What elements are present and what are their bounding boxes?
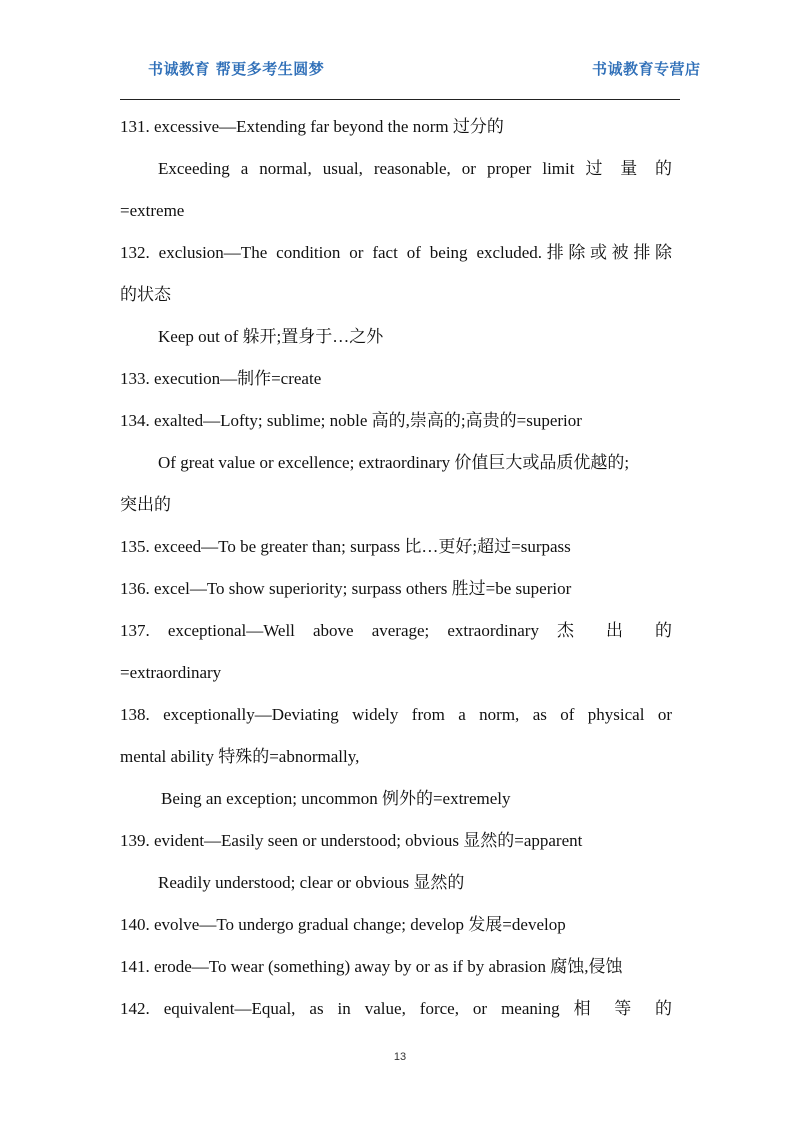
document-body	[120, 106, 672, 1030]
text-line: 142. equivalent—Equal, as in value, force, or meaning 相 等 的	[120, 999, 672, 1018]
text-line: 137. exceptional—Well above average; extraordinary 杰 出 的	[120, 621, 672, 640]
text-line: 132. exclusion—The condition or fact of being excluded.排除或被排除	[120, 243, 672, 262]
text-line: Readily understood; clear or obvious 显然的	[158, 873, 465, 892]
text-line: 136. excel—To show superiority; surpass others 胜过=be superior	[120, 579, 572, 598]
text-line: 138. exceptionally—Deviating widely from a norm, as of physical or	[120, 705, 672, 724]
text-line: =extraordinary	[120, 663, 222, 682]
text-line: mental ability 特殊的=abnormally,	[120, 747, 360, 766]
page-number: 13	[393, 1051, 407, 1063]
text-line: Exceeding a normal, usual, reasonable, or proper limit 过 量 的	[158, 159, 672, 178]
text-line: 133. execution—制作=create	[120, 369, 322, 388]
header-right-text: 书诚教育专营店	[592, 60, 701, 78]
text-line: 134. exalted—Lofty; sublime; noble 高的,崇高的;高贵的=superior	[120, 411, 582, 430]
text-line: 的状态	[120, 285, 171, 304]
text-line: =extreme	[120, 201, 185, 220]
text-line: 135. exceed—To be greater than; surpass 比…更好;超过=surpass	[120, 537, 571, 556]
header-left-text: 书诚教育 帮更多考生圆梦	[148, 60, 325, 78]
text-line: 139. evident—Easily seen or understood; obvious 显然的=apparent	[120, 831, 583, 850]
text-line: Being an exception; uncommon 例外的=extremely	[161, 789, 511, 808]
text-line: 突出的	[120, 495, 171, 514]
text-line: 140. evolve—To undergo gradual change; develop 发展=develop	[120, 915, 566, 934]
text-line: 131. excessive—Extending far beyond the norm 过分的	[120, 117, 504, 136]
text-line: Of great value or excellence; extraordinary 价值巨大或品质优越的;	[158, 453, 630, 472]
text-line: Keep out of 躲开;置身于…之外	[158, 327, 384, 346]
text-line: 141. erode—To wear (something) away by or as if by abrasion 腐蚀,侵蚀	[120, 957, 623, 976]
header-divider	[120, 99, 680, 100]
